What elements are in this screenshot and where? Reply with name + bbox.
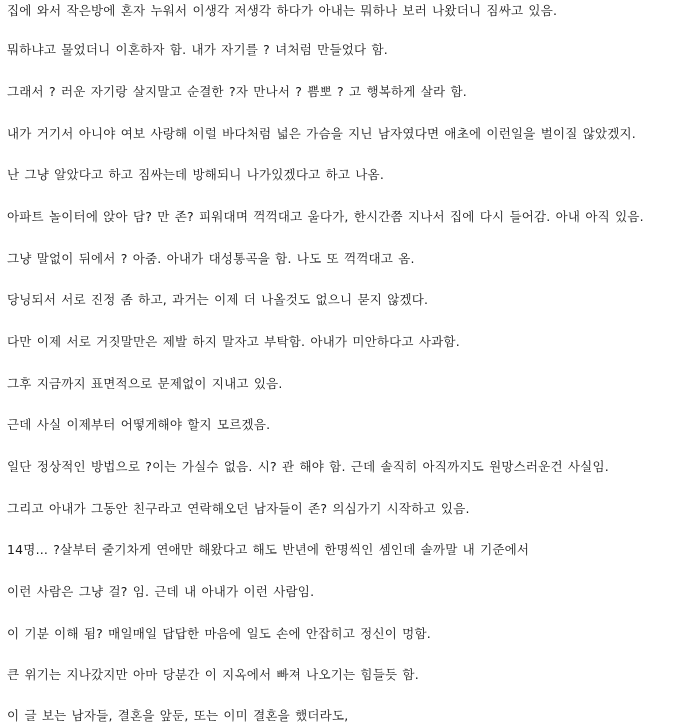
text-line: 집에 와서 작은방에 혼자 누워서 이생각 저생각 하다가 아내는 뭐하나 보러 나왔더니 짐싸고 있음. bbox=[7, 3, 558, 18]
text-line: 이 기분 이해 됨? 매일매일 답답한 마음에 일도 손에 안잡히고 정신이 멍함. bbox=[7, 626, 431, 641]
text-line: 그냥 말없이 뒤에서 ? 아줌. 아내가 대성통곡을 함. 나도 또 꺽꺽대고 옴. bbox=[7, 251, 415, 266]
text-line: 아파트 놀이터에 앉아 담? 만 존? 피워대며 꺽꺽대고 울다가, 한시간쯤 지나서 집에 다시 들어감. 아내 아직 있음. bbox=[7, 209, 644, 224]
text-line: 근데 사실 이제부터 어떻게해야 할지 모르겠음. bbox=[7, 417, 271, 432]
text-line: 난 그냥 알았다고 하고 짐싸는데 방해되니 나가있겠다고 하고 나옴. bbox=[7, 167, 384, 182]
text-line: 이 글 보는 남자들, 결혼을 앞둔, 또는 이미 결혼을 했더라도, bbox=[7, 708, 349, 723]
text-line: 내가 거기서 아니야 여보 사랑해 이럴 바다처럼 넓은 가슴을 지닌 남자였다면 애초에 이런일을 벌이질 않았겠지. bbox=[7, 126, 636, 141]
text-line: 큰 위기는 지나갔지만 아마 당분간 이 지옥에서 빠져 나오기는 힘들듯 함. bbox=[7, 667, 419, 682]
text-line: 일단 정상적인 방법으로 ?이는 가실수 없음. 시? 관 해야 함. 근데 솔직히 아직까지도 원망스러운건 사실임. bbox=[7, 459, 609, 474]
text-line: 그후 지금까지 표면적으로 문제없이 지내고 있음. bbox=[7, 376, 283, 391]
text-line: 다만 이제 서로 거짓말만은 제발 하지 말자고 부탁함. 아내가 미안하다고 사과함. bbox=[7, 334, 460, 349]
text-line: 당닝되서 서로 진정 좀 하고, 과거는 이제 더 나올것도 없으니 묻지 않겠다. bbox=[7, 292, 429, 307]
text-line: 그리고 아내가 그동안 친구라고 연락해오던 남자들이 존? 의심가기 시작하고 있음. bbox=[7, 501, 470, 516]
text-line: 이런 사람은 그냥 걸? 임. 근데 내 아내가 이런 사람임. bbox=[7, 584, 315, 599]
text-line: 그래서 ? 러운 자기랑 살지말고 순결한 ?자 만나서 ? 쁨뽀 ? 고 행복하게 살라 함. bbox=[7, 84, 467, 99]
text-line: 14명... ?살부터 줄기차게 연애만 해왔다고 해도 반년에 한명씩인 셈인데 솔까말 내 기준에서 bbox=[7, 542, 530, 557]
text-line: 뭐하냐고 물었더니 이혼하자 함. 내가 자기를 ? 녀처럼 만들었다 함. bbox=[7, 42, 388, 57]
